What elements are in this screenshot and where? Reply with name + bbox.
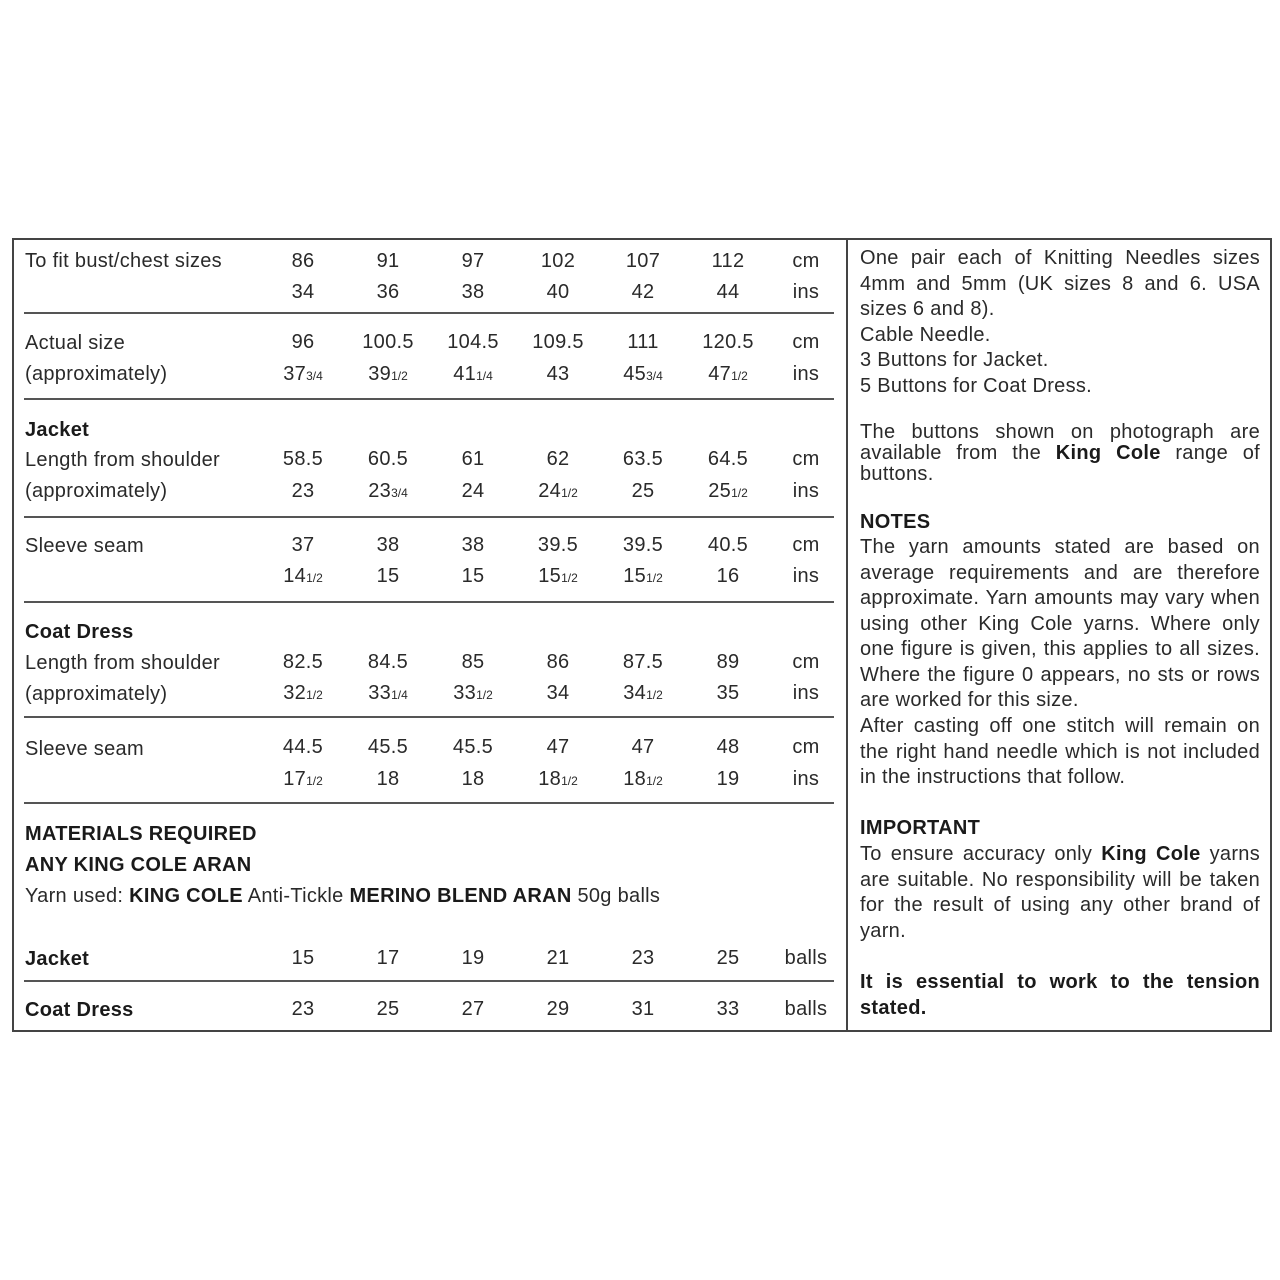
notes-text: The yarn amounts stated are based on average requirements and are therefore approximate. Yarn amounts may vary when using other King Cole yarns. Where only one figure is given, this applies to all sizes. Where the figure 0 appears, no sts or rows are worked for this size.	[860, 536, 1260, 711]
buttons-jacket: 3 Buttons for Jacket.	[860, 349, 1049, 371]
coat-sleeve-ins-2: 18	[376, 768, 400, 790]
actual-ins-4: 43	[546, 363, 570, 385]
row-divider	[24, 716, 834, 718]
coat-balls-2: 25	[376, 998, 400, 1020]
coat-dress-heading: Coat Dress	[25, 621, 134, 643]
coat-length-cm-6: 89	[716, 651, 740, 673]
actual-approx-label: (approximately)	[25, 363, 168, 385]
jacket-sleeve-cm-5: 39.5	[622, 534, 664, 556]
important-heading: IMPORTANT	[860, 817, 981, 839]
unit-ins: ins	[792, 281, 820, 303]
actual-cm-1: 96	[291, 331, 315, 353]
row-divider	[24, 312, 834, 314]
coat-length-ins-6: 35	[716, 682, 740, 704]
unit-cm: cm	[792, 448, 820, 470]
coat-length-cm-1: 82.5	[282, 651, 324, 673]
casting-off-note: After casting off one stitch will remain on the right hand needle which is not included in the instructions that follow.	[860, 715, 1260, 788]
size-ins-2: 36	[376, 281, 400, 303]
coat-sleeve-cm-3: 45.5	[452, 736, 494, 758]
materials-subheading: ANY KING COLE ARAN	[25, 854, 252, 876]
actual-cm-4: 109.5	[532, 331, 584, 353]
row-divider	[24, 516, 834, 518]
needles-block	[860, 246, 1260, 399]
coat-length-cm-2: 84.5	[367, 651, 409, 673]
coat-balls-label: Coat Dress	[25, 999, 134, 1021]
actual-ins-3: 411/4	[453, 363, 493, 385]
size-ins-6: 44	[716, 281, 740, 303]
jacket-balls-4: 21	[546, 947, 570, 969]
jacket-sleeve-cm-6: 40.5	[707, 534, 749, 556]
jacket-balls-5: 23	[631, 947, 655, 969]
coat-sleeve-ins-3: 18	[461, 768, 485, 790]
size-cm-3: 97	[461, 250, 485, 272]
jacket-sleeve-ins-4: 151/2	[538, 565, 578, 587]
coat-balls-6: 33	[716, 998, 740, 1020]
coat-length-ins-2: 331/4	[368, 682, 408, 704]
size-cm-6: 112	[711, 250, 745, 272]
size-cm-2: 91	[376, 250, 400, 272]
jacket-balls-1: 15	[291, 947, 315, 969]
needles-line-2: 4mm and 5mm (UK sizes 8 and 6. USA	[860, 272, 1260, 295]
jacket-balls-label: Jacket	[25, 948, 90, 970]
coat-length-ins-3: 331/2	[453, 682, 493, 704]
jacket-sleeve-label: Sleeve seam	[25, 535, 144, 557]
materials-heading: MATERIALS REQUIRED	[25, 823, 257, 845]
size-cm-1: 86	[291, 250, 315, 272]
coat-length-cm-3: 85	[461, 651, 485, 673]
unit-cm: cm	[792, 736, 820, 758]
column-divider	[846, 238, 848, 1032]
unit-ins: ins	[792, 480, 820, 502]
tension-note: It is essential to work to the tension stated.	[860, 971, 1260, 1019]
unit-balls: balls	[784, 947, 828, 969]
coat-sleeve-label: Sleeve seam	[25, 738, 144, 760]
coat-sleeve-ins-5: 181/2	[623, 768, 663, 790]
coat-sleeve-cm-1: 44.5	[282, 736, 324, 758]
needles-line-1: One pair each of Knitting Needles sizes	[860, 247, 1260, 269]
size-ins-1: 34	[291, 281, 315, 303]
jacket-approx-label: (approximately)	[25, 480, 168, 502]
coat-balls-3: 27	[461, 998, 485, 1020]
actual-ins-6: 471/2	[708, 363, 748, 385]
coat-length-cm-5: 87.5	[622, 651, 664, 673]
coat-length-ins-5: 341/2	[623, 682, 663, 704]
size-ins-3: 38	[461, 281, 485, 303]
actual-size-label: Actual size	[25, 332, 126, 354]
row-divider	[24, 601, 834, 603]
needles-line-3: sizes 6 and 8).	[860, 298, 995, 320]
unit-ins: ins	[792, 682, 820, 704]
size-cm-5: 107	[625, 250, 661, 272]
jacket-length-ins-1: 23	[291, 480, 315, 502]
yarn-used-line: Yarn used: KING COLE Anti-Tickle MERINO BLEND ARAN 50g balls	[25, 885, 661, 907]
jacket-length-ins-5: 25	[631, 480, 655, 502]
jacket-length-ins-2: 233/4	[368, 480, 408, 502]
sizes-label: To fit bust/chest sizes	[25, 250, 222, 272]
coat-length-cm-4: 86	[546, 651, 570, 673]
coat-sleeve-cm-4: 47	[546, 736, 570, 758]
coat-length-ins-4: 34	[546, 682, 570, 704]
coat-balls-4: 29	[546, 998, 570, 1020]
row-divider	[24, 980, 834, 982]
actual-cm-5: 111	[627, 331, 659, 353]
coat-length-label: Length from shoulder	[25, 652, 221, 674]
jacket-balls-3: 19	[461, 947, 485, 969]
unit-cm: cm	[792, 250, 820, 272]
jacket-length-ins-3: 24	[461, 480, 485, 502]
jacket-length-cm-3: 61	[461, 448, 485, 470]
jacket-sleeve-ins-2: 15	[376, 565, 400, 587]
unit-ins: ins	[792, 363, 820, 385]
jacket-length-label: Length from shoulder	[25, 449, 221, 471]
notes-heading: NOTES	[860, 511, 931, 533]
unit-balls: balls	[784, 998, 828, 1020]
actual-ins-2: 391/2	[368, 363, 408, 385]
size-cm-4: 102	[540, 250, 576, 272]
jacket-sleeve-ins-5: 151/2	[623, 565, 663, 587]
jacket-length-ins-6: 251/2	[708, 480, 748, 502]
buttons-coat: 5 Buttons for Coat Dress.	[860, 374, 1093, 397]
size-ins-5: 42	[631, 281, 655, 303]
row-divider	[24, 398, 834, 400]
coat-sleeve-ins-4: 181/2	[538, 768, 578, 790]
jacket-length-cm-2: 60.5	[367, 448, 409, 470]
coat-sleeve-ins-6: 19	[716, 768, 740, 790]
jacket-sleeve-ins-3: 15	[461, 565, 485, 587]
jacket-sleeve-cm-2: 38	[376, 534, 400, 556]
unit-ins: ins	[792, 768, 820, 790]
jacket-sleeve-cm-3: 38	[461, 534, 485, 556]
jacket-length-cm-4: 62	[546, 448, 570, 470]
coat-balls-1: 23	[291, 998, 315, 1020]
unit-cm: cm	[792, 651, 820, 673]
jacket-sleeve-cm-1: 37	[291, 534, 315, 556]
jacket-length-ins-4: 241/2	[538, 480, 578, 502]
jacket-balls-6: 25	[716, 947, 740, 969]
jacket-sleeve-ins-6: 16	[716, 565, 740, 587]
unit-ins: ins	[792, 565, 820, 587]
jacket-balls-2: 17	[376, 947, 400, 969]
coat-approx-label: (approximately)	[25, 683, 168, 705]
coat-sleeve-cm-6: 48	[716, 736, 740, 758]
actual-ins-5: 453/4	[623, 363, 663, 385]
actual-ins-1: 373/4	[283, 363, 323, 385]
coat-balls-5: 31	[631, 998, 655, 1020]
jacket-sleeve-ins-1: 141/2	[283, 565, 323, 587]
coat-sleeve-ins-1: 171/2	[283, 768, 323, 790]
actual-cm-2: 100.5	[362, 331, 414, 353]
jacket-sleeve-cm-4: 39.5	[537, 534, 579, 556]
row-divider	[24, 802, 834, 804]
jacket-length-cm-1: 58.5	[282, 448, 324, 470]
coat-length-ins-1: 321/2	[283, 682, 323, 704]
coat-sleeve-cm-2: 45.5	[367, 736, 409, 758]
cable-needle: Cable Needle.	[860, 323, 991, 346]
actual-cm-3: 104.5	[447, 331, 499, 353]
unit-cm: cm	[792, 534, 820, 556]
jacket-length-cm-6: 64.5	[707, 448, 749, 470]
buttons-note: The buttons shown on photograph are available from the King Cole range of buttons.	[860, 421, 1260, 485]
actual-cm-6: 120.5	[702, 331, 754, 353]
coat-sleeve-cm-5: 47	[631, 736, 655, 758]
unit-cm: cm	[792, 331, 820, 353]
jacket-length-cm-5: 63.5	[622, 448, 664, 470]
important-text: To ensure accuracy only King Cole yarns are suitable. No responsibility will be taken for the result of using any other brand of yarn.	[860, 843, 1261, 942]
size-ins-4: 40	[546, 281, 570, 303]
jacket-heading: Jacket	[25, 419, 90, 441]
